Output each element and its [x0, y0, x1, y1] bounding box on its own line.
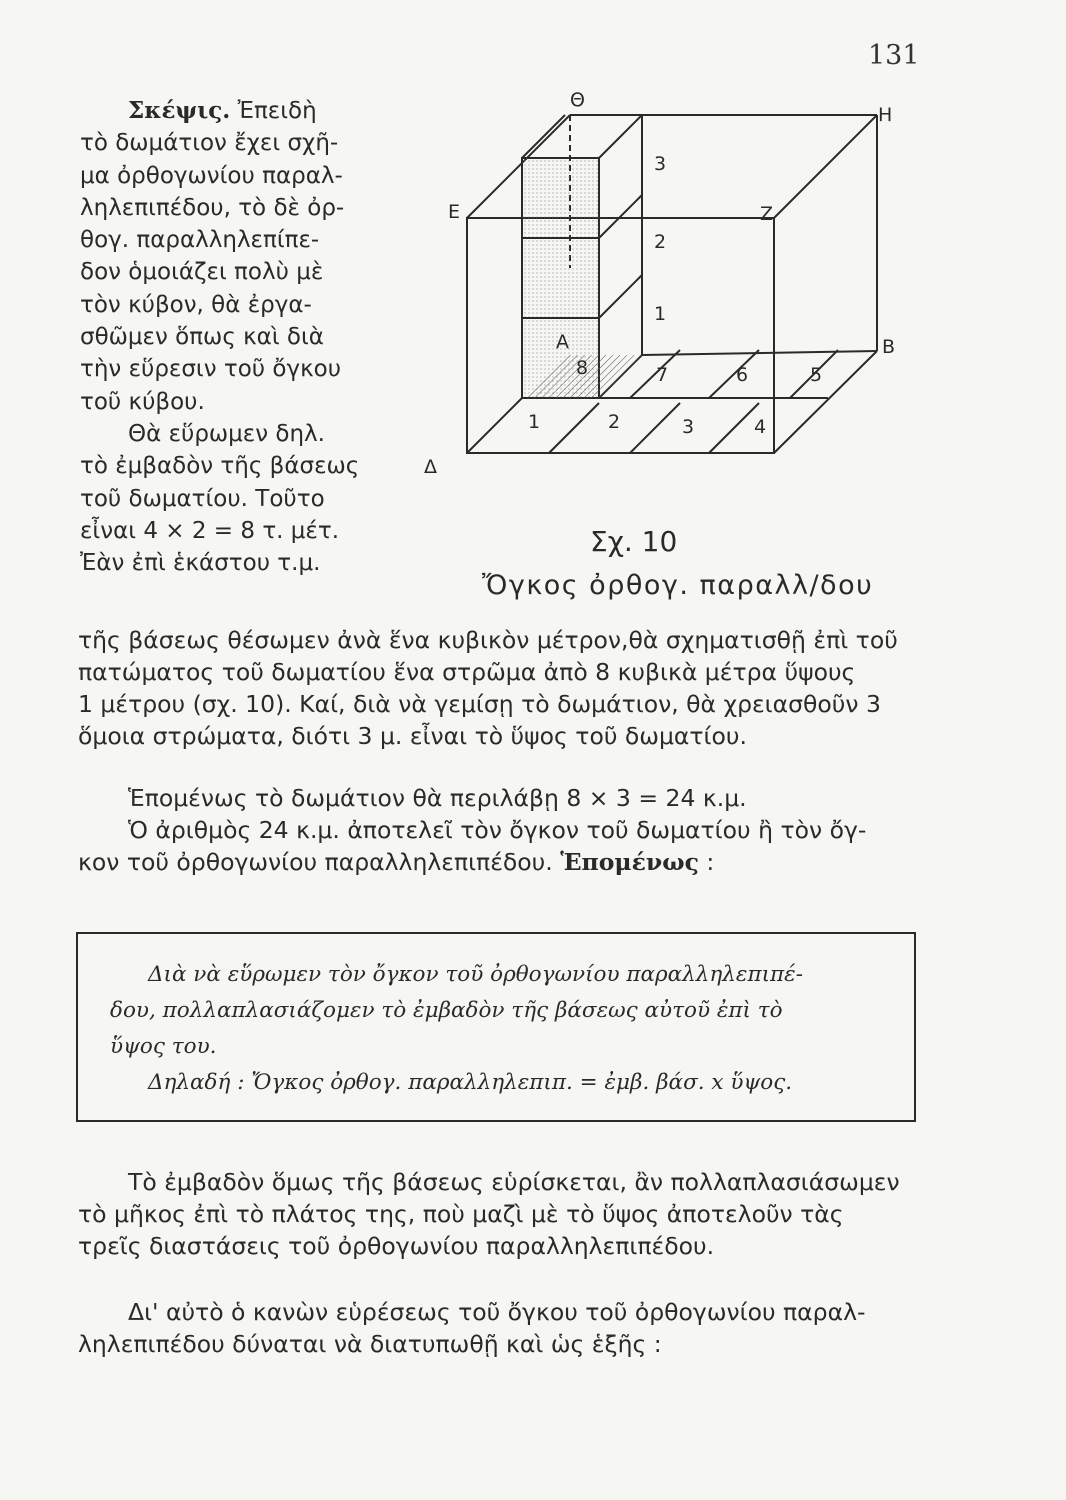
stack-number: 3: [654, 153, 667, 175]
paragraph-line: 1 μέτρου (σχ. 10). Καί, διὰ νὰ γεμίσῃ τὸ δωμάτιον, θὰ χρειασθοῦν 3: [78, 690, 881, 718]
floor-number: 4: [754, 416, 767, 438]
edge-top-right: [774, 115, 877, 218]
left-line: μα ὀρθογωνίου παραλ-: [80, 162, 343, 189]
left-line: δον ὁμοιάζει πολὺ μὲ: [80, 259, 324, 286]
block-edge: [522, 115, 565, 158]
floor-grid: [709, 350, 759, 398]
shaded-block-3: [523, 159, 598, 237]
left-line: τοῦ κύβου.: [80, 388, 205, 415]
floor-number: 3: [682, 416, 695, 438]
left-line: Θὰ εὕρωμεν δηλ.: [128, 420, 325, 447]
floor-number: 8: [576, 357, 589, 379]
front-face: [467, 218, 774, 453]
left-line: τοῦ δωματίου. Τοῦτο: [80, 485, 325, 512]
rule-formula: Δηλαδή : Ὄγκος ὀρθογ. παραλληλεπιπ. = ἐμβ. βάσ. x ὕψος.: [148, 1070, 793, 1095]
label-epsilon: Ε: [448, 201, 461, 223]
block-edge: [599, 275, 642, 318]
left-line: θογ. παραλληλεπίπε-: [80, 227, 320, 254]
block-edge: [599, 195, 642, 238]
paragraph-line: Ὁ ἀριθμὸς 24 κ.μ. ἀποτελεῖ τὸν ὄγκον τοῦ δωματίου ἢ τὸν ὄγ-: [128, 816, 867, 844]
paragraph-line: ληλεπιπέδου δύναται νὰ διατυπωθῇ καὶ ὡς ἑξῆς :: [78, 1330, 662, 1358]
figure-caption: Σχ. 10: [590, 525, 678, 558]
label-theta: Θ: [570, 89, 585, 111]
rule-line: Διὰ νὰ εὕρωμεν τὸν ὄγκον τοῦ ὀρθογωνίου παραλληλεπιπέ-: [148, 962, 803, 987]
left-line: ληλεπιπέδου, τὸ δὲ ὀρ-: [80, 194, 345, 221]
emphasis-therefore: Ἑπομένως: [560, 848, 699, 876]
paragraph-line: Τὸ ἐμβαδὸν ὅμως τῆς βάσεως εὑρίσκεται, ἂν πολλαπλασιάσωμεν: [128, 1168, 900, 1196]
floor-number: 7: [656, 364, 669, 386]
closing-paragraph-1: [78, 1166, 928, 1262]
floor-grid: [709, 403, 759, 453]
paragraph-line: Δι' αὐτὸ ὁ κανὼν εὑρέσεως τοῦ ὄγκου τοῦ ὀρθογωνίου παραλ-: [128, 1298, 866, 1326]
left-line: τὸν κύβον, θὰ ἐργα-: [80, 291, 312, 318]
figure-subcaption: Ὄγκος ὀρθογ. παραλλ/δου: [482, 570, 874, 601]
floor-number: 6: [736, 364, 749, 386]
floor-number: 2: [608, 411, 621, 433]
label-delta: Δ: [424, 456, 437, 478]
block-edge: [599, 115, 642, 158]
main-paragraph: [78, 624, 928, 752]
rule-text: [110, 957, 910, 1101]
paragraph-line: πατώματος τοῦ δωματίου ἕνα στρῶμα ἀπὸ 8 κυβικὰ μέτρα ὕψους: [78, 658, 856, 686]
left-line: σθῶμεν ὅπως καὶ διὰ: [80, 324, 324, 351]
stack-number: 2: [654, 231, 667, 253]
floor-number: 1: [528, 411, 541, 433]
left-line-heading: Σκέψις. Ἐπειδὴ: [128, 97, 317, 124]
floor-line: [467, 398, 522, 453]
closing-paragraph-2: [78, 1296, 928, 1360]
paragraph-line: ὅμοια στρώματα, διότι 3 μ. εἶναι τὸ ὕψος τοῦ δωματίου.: [78, 722, 747, 750]
edge-bottom-right: [774, 351, 877, 453]
left-line: εἶναι 4 × 2 = 8 τ. μέτ.: [80, 517, 340, 544]
label-beta: Β: [882, 336, 896, 358]
floor-grid: [549, 403, 599, 453]
paragraph-line: τῆς βάσεως θέσωμεν ἀνὰ ἕνα κυβικὸν μέτρον,θὰ σχηματισθῇ ἐπὶ τοῦ: [78, 626, 898, 654]
paragraph-line: κον τοῦ ὀρθογωνίου παραλληλεπιπέδου. Ἑπομένως :: [78, 848, 715, 876]
paragraph-line: τὸ μῆκος ἐπὶ τὸ πλάτος της, ποὺ μαζὶ μὲ τὸ ὕψος ἀποτελοῦν τὰς: [78, 1200, 844, 1228]
result-paragraph: [78, 782, 928, 878]
section-heading: Σκέψις.: [128, 97, 231, 124]
label-eta: Η: [878, 104, 893, 126]
left-line: τὸ δωμάτιον ἔχει σχῆ-: [80, 130, 339, 157]
floor-grid: [630, 403, 680, 453]
cuboid-figure: [420, 88, 920, 518]
rule-line: δου, πολλαπλασιάζομεν τὸ ἐμβαδὸν τῆς βάσεως αὐτοῦ ἐπὶ τὸ: [110, 998, 783, 1023]
floor-number: 5: [810, 364, 823, 386]
left-line: τὸ ἐμβαδὸν τῆς βάσεως: [80, 453, 360, 480]
paragraph-line: Ἑπομένως τὸ δωμάτιον θὰ περιλάβῃ 8 × 3 = 24 κ.μ.: [128, 784, 747, 812]
rule-line: ὕψος του.: [110, 1034, 217, 1059]
paragraph-line: τρεῖς διαστάσεις τοῦ ὀρθογωνίου παραλληλεπιπέδου.: [78, 1232, 715, 1260]
stack-number: 1: [654, 303, 667, 325]
label-zeta: Ζ: [760, 203, 774, 225]
left-line: τὴν εὕρεσιν τοῦ ὄγκου: [80, 356, 342, 383]
left-line: Ἐὰν ἐπὶ ἑκάστου τ.μ.: [80, 550, 321, 577]
left-column-text: [80, 95, 380, 579]
shaded-block-2: [523, 239, 598, 317]
page-number: 131: [868, 40, 920, 71]
label-alpha: Α: [556, 331, 569, 353]
